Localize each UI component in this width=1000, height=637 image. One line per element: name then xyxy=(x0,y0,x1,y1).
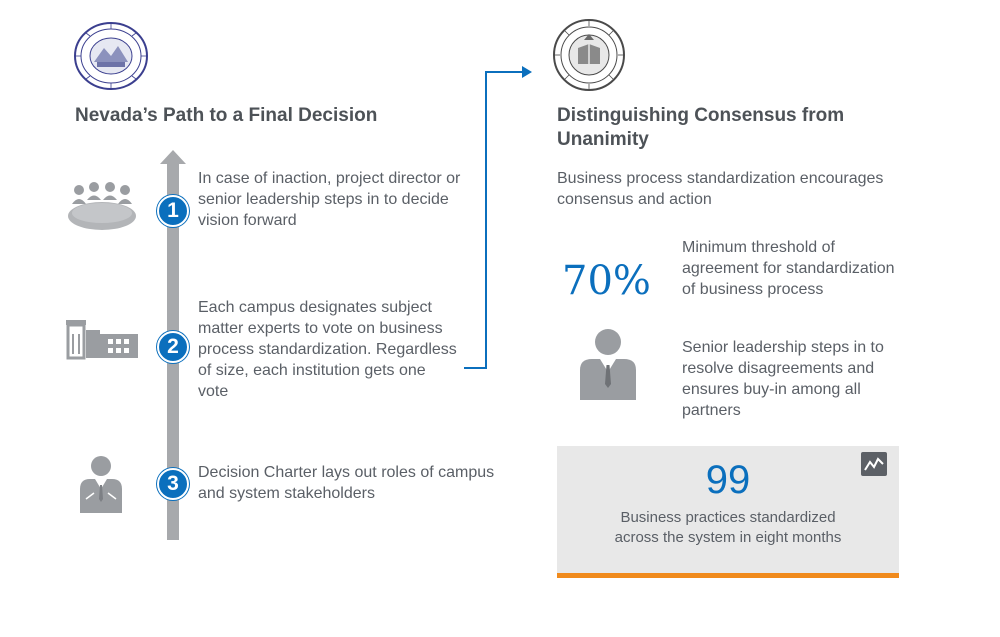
university-of-california-seal-icon xyxy=(552,18,626,92)
step-1-text: In case of inaction, project director or senior leadership steps in to decide vision forward xyxy=(198,170,461,229)
connector-arrow xyxy=(462,62,534,372)
stat-box xyxy=(557,446,899,578)
meeting-table-icon xyxy=(66,180,138,236)
stat-value: 99 xyxy=(705,458,751,502)
campus-building-icon xyxy=(64,318,140,360)
left-heading: Nevada’s Path to a Final Decision xyxy=(75,105,378,126)
businessman-icon xyxy=(578,328,638,400)
step-3-badge: 3 xyxy=(157,468,189,500)
step-1-badge: 1 xyxy=(157,195,189,227)
leadership-text: Senior leadership steps in to resolve disagreements and ensures buy-in among all partners xyxy=(682,339,884,419)
step-2-text: Each campus designates subject matter experts to vote on business process standardization. Regardless of size, each institution gets one vote xyxy=(198,299,457,400)
threshold-text: Minimum threshold of agreement for standardization of business process xyxy=(682,239,895,298)
threshold-value: 70% xyxy=(562,258,651,304)
step-2-badge: 2 xyxy=(157,331,189,363)
person-icon xyxy=(78,455,124,513)
stat-text: Business practices standardized across the system in eight months xyxy=(614,509,842,546)
nevada-seal-icon xyxy=(72,20,150,92)
step-3-text: Decision Charter lays out roles of campus and system stakeholders xyxy=(198,464,495,502)
right-intro: Business process standardization encourages consensus and action xyxy=(557,170,884,208)
right-heading: Distinguishing Consensus from Unanimity xyxy=(557,105,845,150)
